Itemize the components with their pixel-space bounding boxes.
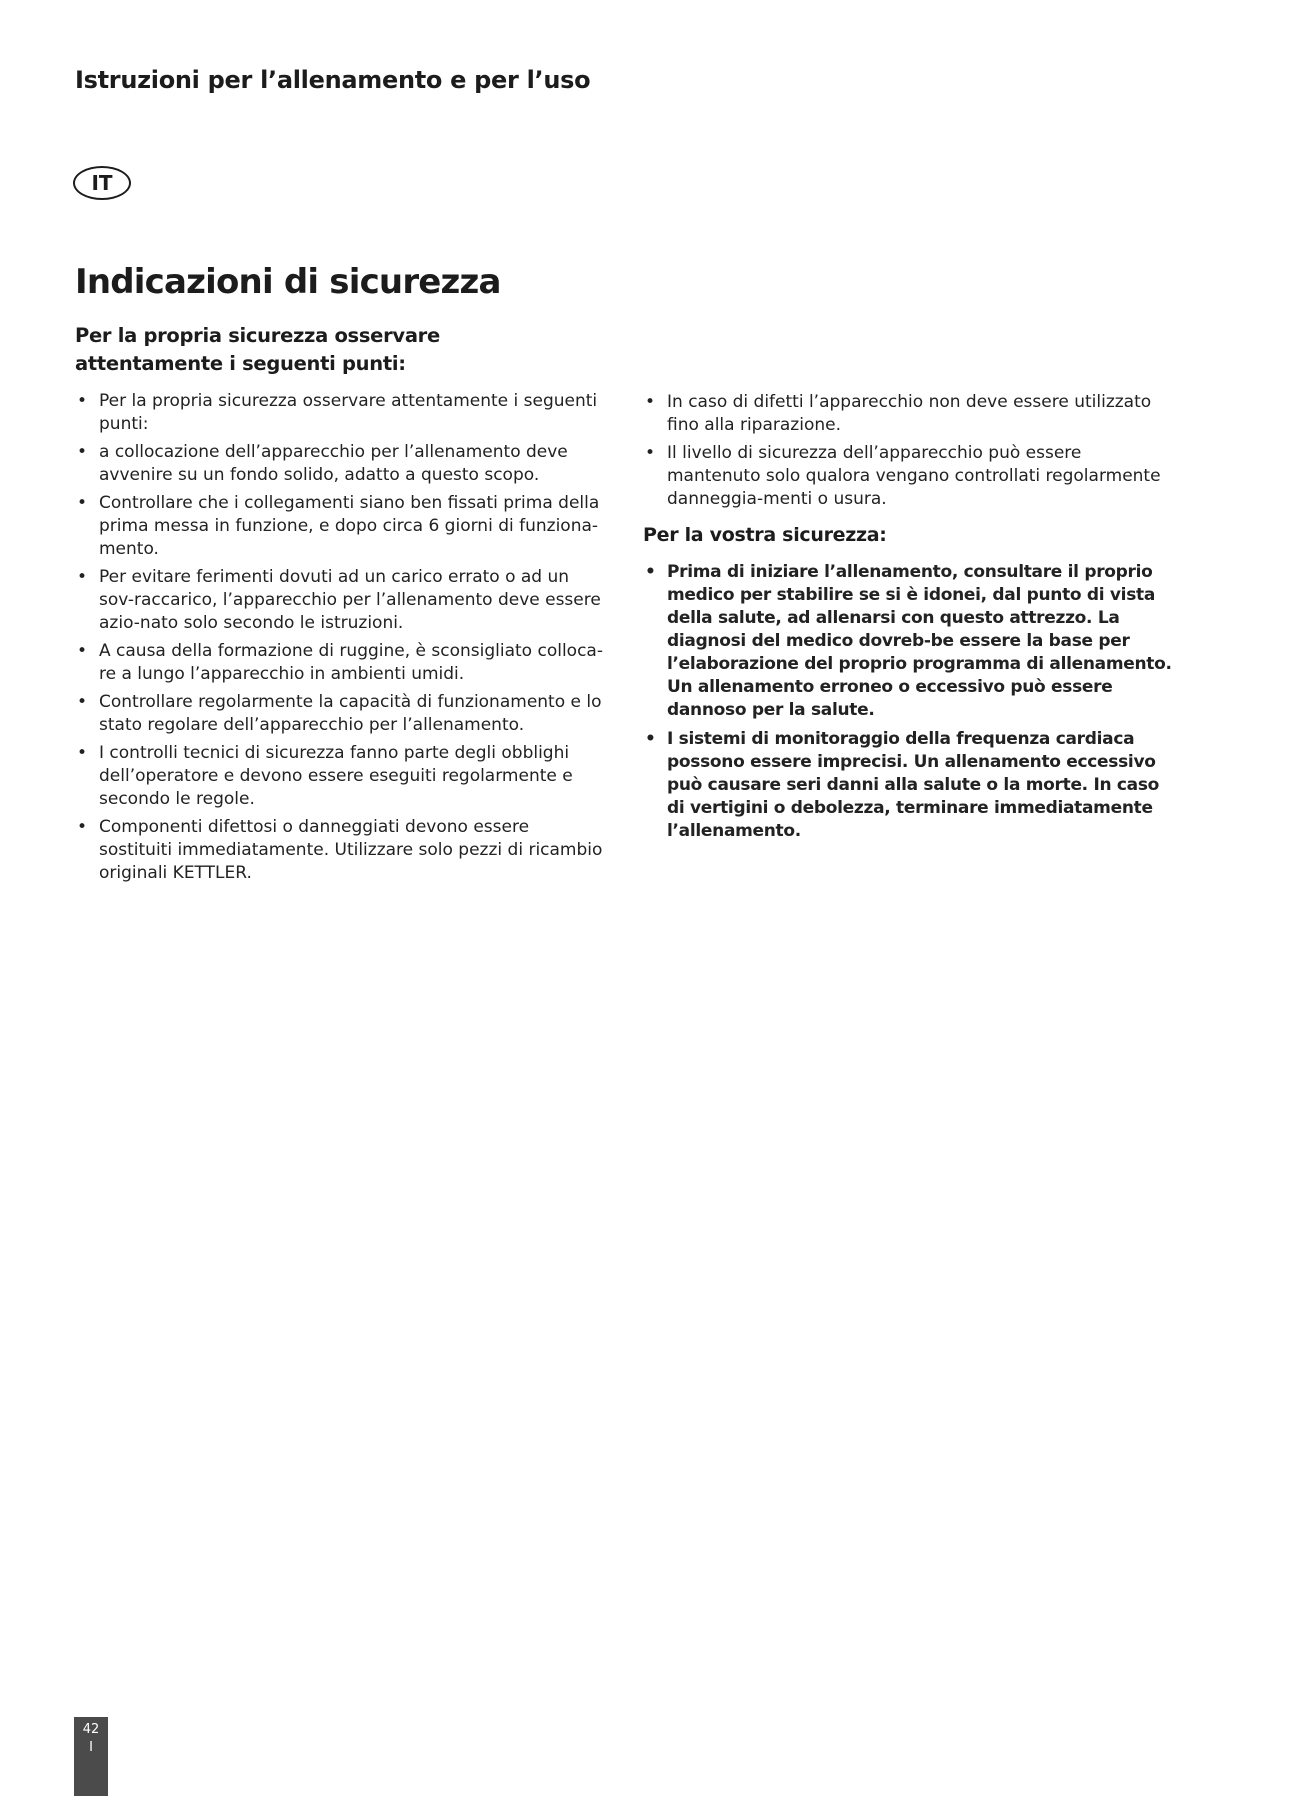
right-column	[643, 391, 1175, 849]
list-item	[643, 561, 1175, 722]
safety-list-right	[643, 391, 1175, 511]
list-item-text: a collocazione dell’apparecchio per l’allenamento deve avvenire su un fondo solido, adatto a questo scopo.	[99, 442, 568, 485]
bullet-icon: •	[77, 493, 88, 513]
list-item	[75, 390, 605, 436]
warning-list	[643, 561, 1175, 843]
list-item-text: Controllare regolarmente la capacità di funzionamento e lo stato regolare dell’apparecchio per l’allenamento.	[99, 692, 602, 735]
list-item-text: Prima di iniziare l’allenamento, consultare il proprio medico per stabilire se si è idonei, dal punto di vista della salute, ad allenarsi con questo attrezzo. La diagnosi del medico dovreb-be essere la base per l’elaborazione del proprio programma di allenamento. Un allenamento erroneo o eccessivo può essere dannoso per la salute.	[667, 562, 1172, 720]
list-item-text: In caso di difetti l’apparecchio non deve essere utilizzato fino alla riparazione.	[667, 392, 1152, 435]
list-item-text: Componenti difettosi o danneggiati devono essere sostituiti immediatamente. Utilizzare solo pezzi di ricambio originali KETTLER.	[99, 817, 603, 883]
section-heading: Per la vostra sicurezza:	[643, 524, 887, 546]
bullet-icon: •	[645, 392, 656, 412]
left-column	[75, 390, 605, 890]
list-item-text: Per la propria sicurezza osservare attentamente i seguenti punti:	[99, 391, 598, 434]
list-item-text: Controllare che i collegamenti siano ben fissati prima della prima messa in funzione, e dopo circa 6 giorni di funziona-mento.	[99, 493, 600, 559]
bullet-icon: •	[645, 729, 656, 749]
bullet-icon: •	[77, 391, 88, 411]
list-item	[643, 728, 1175, 843]
page-number-tab	[74, 1717, 108, 1796]
bullet-icon: •	[77, 442, 88, 462]
bullet-icon: •	[77, 567, 88, 587]
list-item	[75, 566, 605, 635]
page-number: 42	[82, 1722, 100, 1737]
bullet-icon: •	[77, 743, 88, 763]
list-item	[643, 442, 1175, 511]
safety-intro-subheading: Per la propria sicurezza osservare attentamente i seguenti punti:	[75, 324, 440, 375]
list-item	[75, 640, 605, 686]
list-item-text: A causa della formazione di ruggine, è sconsigliato colloca-re a lungo l’apparecchio in ambienti umidi.	[99, 641, 603, 684]
bullet-icon: •	[645, 443, 656, 463]
list-item	[643, 391, 1175, 437]
section-marker: I	[89, 1740, 93, 1755]
list-item	[75, 492, 605, 561]
list-item-text: I sistemi di monitoraggio della frequenza cardiaca possono essere imprecisi. Un allenamento eccessivo può causare seri danni alla salute o la morte. In caso di vertigini o debolezza, terminare immediatamente l’allenamento.	[667, 729, 1160, 841]
list-item-text: Il livello di sicurezza dell’apparecchio può essere mantenuto solo qualora vengano controllati regolarmente danneggia-menti o usura.	[667, 443, 1161, 509]
bullet-icon: •	[77, 692, 88, 712]
list-item-text: Per evitare ferimenti dovuti ad un carico errato o ad un sov-raccarico, l’apparecchio per l’allenamento deve essere azio-nato solo secondo le istruzioni.	[99, 567, 601, 633]
list-item-text: I controlli tecnici di sicurezza fanno parte degli obblighi dell’operatore e devono essere eseguiti regolarmente e secondo le regole.	[99, 743, 573, 809]
document-header-title: Istruzioni per l’allenamento e per l’uso	[75, 66, 591, 94]
bullet-icon: •	[77, 641, 88, 661]
bullet-icon: •	[77, 817, 88, 837]
language-badge: IT	[73, 166, 131, 200]
list-item	[75, 742, 605, 811]
page-title: Indicazioni di sicurezza	[75, 262, 501, 302]
safety-list-left	[75, 390, 605, 885]
list-item	[75, 691, 605, 737]
list-item	[75, 441, 605, 487]
list-item	[75, 816, 605, 885]
bullet-icon: •	[645, 562, 656, 582]
